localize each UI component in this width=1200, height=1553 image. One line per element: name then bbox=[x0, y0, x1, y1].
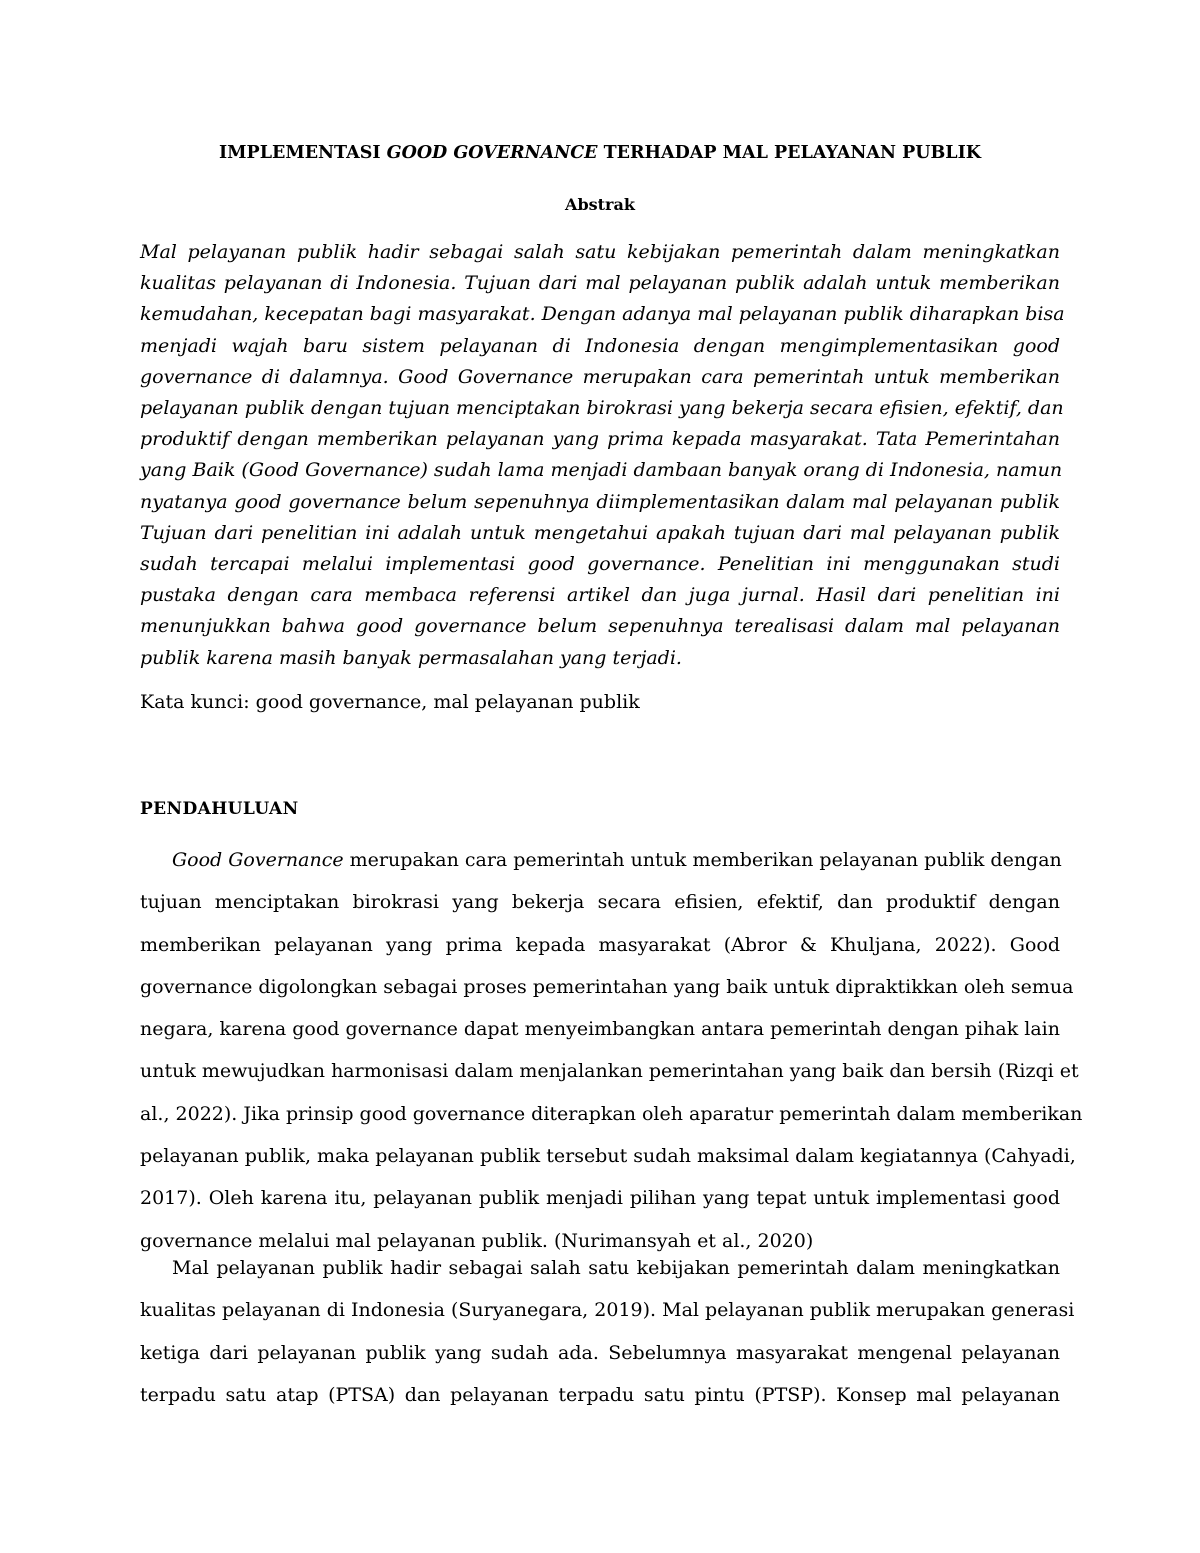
abstract-line: pustaka dengan cara membaca referensi artikel dan juga jurnal. Hasil dari penelitian ini bbox=[140, 584, 1060, 607]
paragraph-line: 2017). Oleh karena itu, pelayanan publik menjadi pilihan yang tepat untuk implementasi good bbox=[140, 1187, 1060, 1210]
paragraph-line: untuk mewujudkan harmonisasi dalam menjalankan pemerintahan yang baik dan bersih (Rizqi et bbox=[140, 1060, 1079, 1083]
abstract-line: kualitas pelayanan di Indonesia. Tujuan dari mal pelayanan publik adalah untuk memberikan bbox=[140, 272, 1060, 295]
title-part-1: IMPLEMENTASI bbox=[218, 143, 387, 163]
paragraph-line: kualitas pelayanan di Indonesia (Suryanegara, 2019). Mal pelayanan publik merupakan generasi bbox=[140, 1299, 1075, 1322]
abstract-line: Mal pelayanan publik hadir sebagai salah satu kebijakan pemerintah dalam meningkatkan bbox=[140, 241, 1060, 263]
paragraph-1 bbox=[140, 839, 1083, 1262]
abstract-line: pelayanan publik dengan tujuan menciptakan birokrasi yang bekerja secara efisien, efektif, dan bbox=[140, 397, 1064, 420]
title-part-2: TERHADAP MAL PELAYANAN PUBLIK bbox=[597, 143, 982, 163]
paragraph-italic-term: Good Governance bbox=[172, 849, 344, 871]
abstract-heading: Abstrak bbox=[565, 195, 635, 214]
paragraph-line: al., 2022). Jika prinsip good governance diterapkan oleh aparatur pemerintah dalam memberikan bbox=[140, 1102, 1083, 1125]
abstract-body bbox=[140, 237, 1065, 674]
paragraph-line: governance melalui mal pelayanan publik. (Nurimansyah et al., 2020) bbox=[140, 1229, 814, 1252]
paragraph-line: terpadu satu atap (PTSA) dan pelayanan terpadu satu pintu (PTSP). Konsep mal pelayanan bbox=[140, 1383, 1060, 1406]
section-heading-pendahuluan: PENDAHULUAN bbox=[140, 799, 299, 819]
abstract-line: kemudahan, kecepatan bagi masyarakat. Dengan adanya mal pelayanan publik diharapkan bisa bbox=[140, 303, 1065, 326]
paragraph-line-rest: merupakan cara pemerintah untuk memberikan pelayanan publik dengan bbox=[343, 849, 1062, 871]
paragraph-line: tujuan menciptakan birokrasi yang bekerja secara efisien, efektif, dan produktif dengan bbox=[140, 891, 1060, 914]
paragraph-line bbox=[140, 839, 1060, 881]
abstract-line: yang Baik (Good Governance) sudah lama menjadi dambaan banyak orang di Indonesia, namun bbox=[140, 459, 1063, 482]
abstract-line: governance di dalamnya. Good Governance merupakan cara pemerintah untuk memberikan bbox=[140, 365, 1060, 388]
abstract-line: produktif dengan memberikan pelayanan yang prima kepada masyarakat. Tata Pemerintahan bbox=[140, 428, 1060, 451]
paragraph-line: memberikan pelayanan yang prima kepada masyarakat (Abror & Khuljana, 2022). Good bbox=[140, 933, 1060, 956]
abstract-line: nyatanya good governance belum sepenuhnya diimplementasikan dalam mal pelayanan publik bbox=[140, 490, 1060, 513]
abstract-line: Tujuan dari penelitian ini adalah untuk mengetahui apakah tujuan dari mal pelayanan publik bbox=[140, 521, 1060, 544]
keywords: Kata kunci: good governance, mal pelayanan publik bbox=[140, 691, 640, 713]
abstract-line: menunjukkan bahwa good governance belum sepenuhnya terealisasi dalam mal pelayanan bbox=[140, 615, 1060, 638]
paragraph-line: negara, karena good governance dapat menyeimbangkan antara pemerintah dengan pihak lain bbox=[140, 1018, 1060, 1041]
paragraph-line: Mal pelayanan publik hadir sebagai salah satu kebijakan pemerintah dalam meningkatkan bbox=[172, 1257, 1060, 1279]
paragraph-line: ketiga dari pelayanan publik yang sudah ada. Sebelumnya masyarakat mengenal pelayanan bbox=[140, 1341, 1060, 1364]
document-title bbox=[140, 143, 1060, 163]
abstract-line: publik karena masih banyak permasalahan yang terjadi. bbox=[140, 646, 682, 669]
paragraph-line: governance digolongkan sebagai proses pemerintahan yang baik untuk dipraktikkan oleh semua bbox=[140, 975, 1074, 998]
abstract-line: menjadi wajah baru sistem pelayanan di Indonesia dengan mengimplementasikan good bbox=[140, 334, 1060, 357]
title-italic-part: GOOD GOVERNANCE bbox=[386, 143, 598, 163]
paragraph-line: pelayanan publik, maka pelayanan publik tersebut sudah maksimal dalam kegiatannya (Cahyadi, bbox=[140, 1145, 1076, 1168]
paragraph-2 bbox=[140, 1247, 1075, 1416]
abstract-line: sudah tercapai melalui implementasi good governance. Penelitian ini menggunakan studi bbox=[140, 553, 1060, 576]
